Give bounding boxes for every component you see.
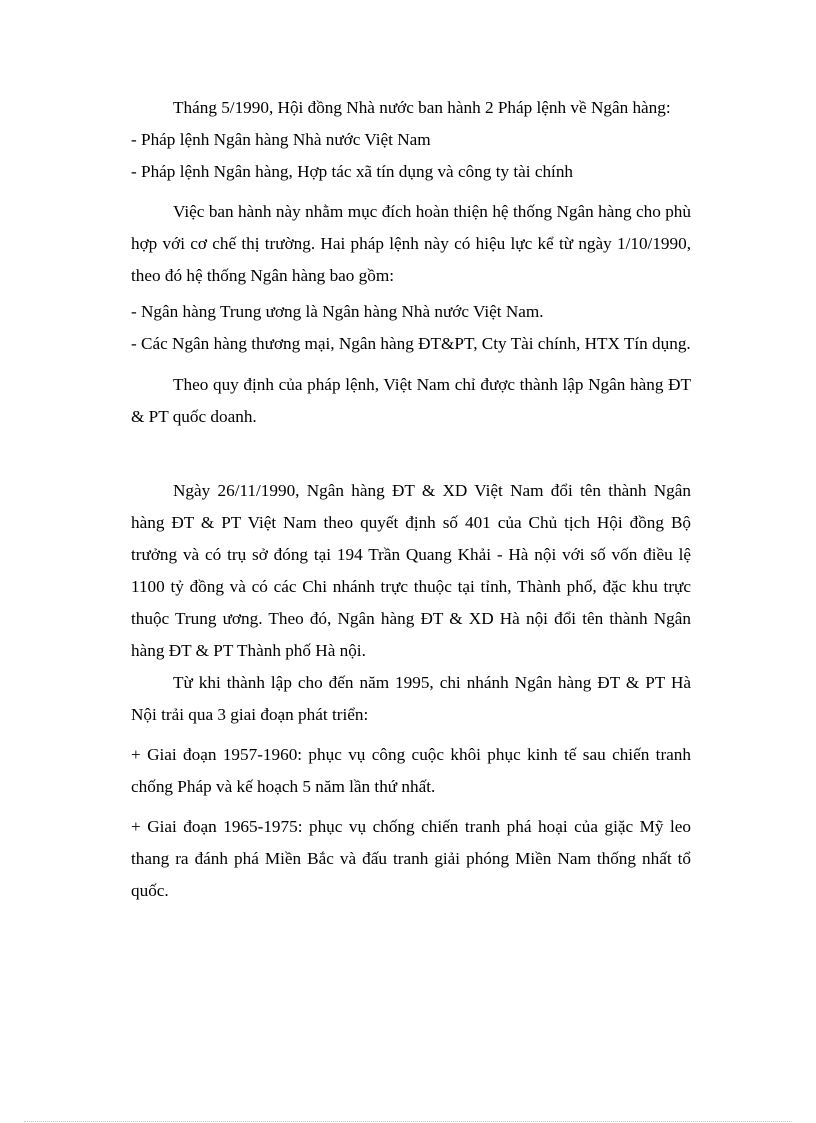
list-item-credit-ordinance: - Pháp lệnh Ngân hàng, Hợp tác xã tín dụng và công ty tài chính <box>131 162 574 181</box>
paragraph-purpose: Việc ban hành này nhằm mục đích hoàn thiện hệ thống Ngân hàng cho phù hợp với cơ chế thị trường. Hai pháp lệnh này có hiệu lực kể từ ngày 1/10/1990, theo đó hệ thống Ngân hàng bao gồm: <box>131 202 691 285</box>
list-item-commercial-banks: - Các Ngân hàng thương mại, Ngân hàng ĐT&PT, Cty Tài chính, HTX Tín dụng. <box>131 334 691 353</box>
list-item-central-bank: - Ngân hàng Trung ương là Ngân hàng Nhà nước Việt Nam. <box>131 302 544 321</box>
paragraph-renaming: Ngày 26/11/1990, Ngân hàng ĐT & XD Việt Nam đổi tên thành Ngân hàng ĐT & PT Việt Nam theo quyết định số 401 của Chủ tịch Hội đồng Bộ trưởng và có trụ sở đóng tại 194 Trần Quang Khải - Hà nội với số vốn điều lệ 1100 tỷ đồng và có các Chi nhánh trực thuộc tại tỉnh, Thành phố, đặc khu trực thuộc Trung ương. Theo đó, Ngân hàng ĐT & XD Hà nội đổi tên thành Ngân hàng ĐT & PT Thành phố Hà nội. <box>131 481 691 660</box>
page-bottom-border <box>24 1121 792 1122</box>
list-item-state-bank-ordinance: - Pháp lệnh Ngân hàng Nhà nước Việt Nam <box>131 130 431 149</box>
paragraph-regulation: Theo quy định của pháp lệnh, Việt Nam chỉ được thành lập Ngân hàng ĐT & PT quốc doanh. <box>131 375 691 426</box>
paragraph-stage-1965: + Giai đoạn 1965-1975: phục vụ chống chiến tranh phá hoại của giặc Mỹ leo thang ra đánh phá Miền Bắc và đấu tranh giải phóng Miền Nam thống nhất tổ quốc. <box>131 817 691 900</box>
document-body <box>131 92 691 907</box>
paragraph-stage-1957: + Giai đoạn 1957-1960: phục vụ công cuộc khôi phục kinh tế sau chiến tranh chống Pháp và kế hoạch 5 năm lần thứ nhất. <box>131 745 691 796</box>
paragraph-ordinances-intro: Tháng 5/1990, Hội đồng Nhà nước ban hành 2 Pháp lệnh về Ngân hàng: <box>173 98 671 117</box>
paragraph-development-stages: Từ khi thành lập cho đến năm 1995, chi nhánh Ngân hàng ĐT & PT Hà Nội trải qua 3 giai đoạn phát triển: <box>131 673 691 724</box>
